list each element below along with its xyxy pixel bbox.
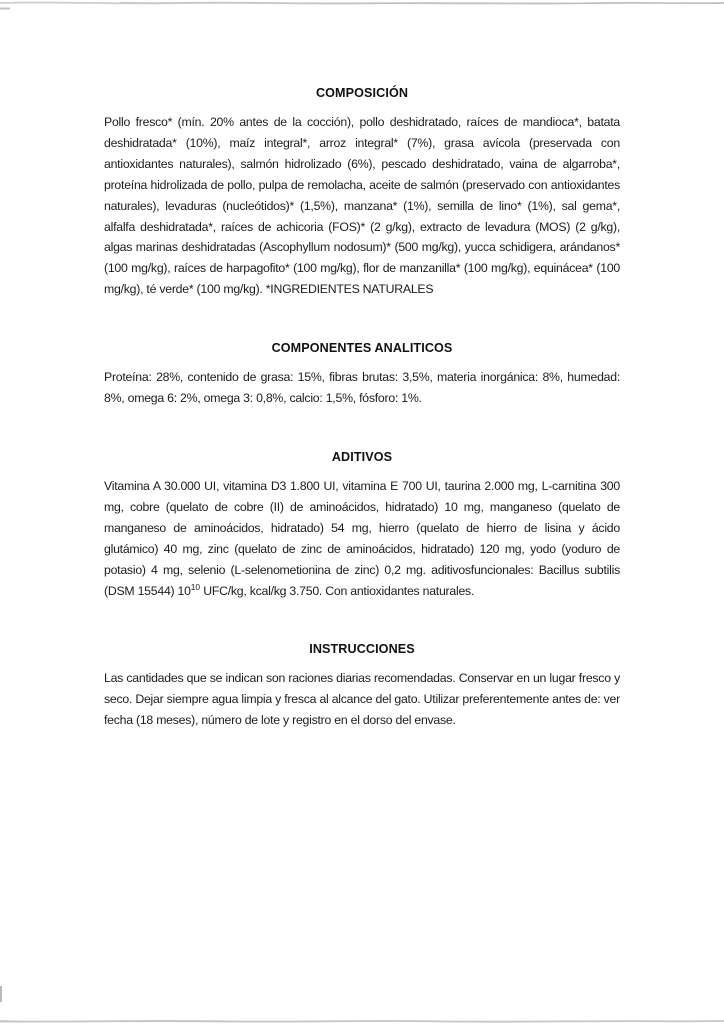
label-text-content xyxy=(104,86,620,731)
section-title-composicion: COMPOSICIÓN xyxy=(315,86,409,100)
additives-exponent-superscript: 10 xyxy=(190,581,201,592)
section-composicion xyxy=(104,86,620,300)
additives-text xyxy=(104,476,620,601)
scan-artifact-top xyxy=(0,0,724,10)
section-instrucciones xyxy=(104,642,620,731)
scan-artifact-bottom xyxy=(0,1016,724,1024)
analytical-components-text: Proteína: 28%, contenido de grasa: 15%, fibras brutas: 3,5%, materia inorgánica: 8%, humedad: 8%, omega 6: 2%, omega 3: 0,8%, calcio: 1,5%, fósforo: 1%. xyxy=(104,370,620,406)
scan-artifact-left-tick xyxy=(0,986,2,1002)
section-title-componentes-analiticos: COMPONENTES ANALITICOS xyxy=(271,341,453,356)
composition-ingredients-text: Pollo fresco* (mín. 20% antes de la cocción), pollo deshidratado, raíces de mandioca*, batata deshidratada* (10%), maíz integral*, arroz integral* (7%), grasa avícola (preservada con antioxidantes naturales), salmón hidrolizado (6%), pescado deshidratado, vaina de algarroba*, proteína hidrolizada de pollo, pulpa de remolacha, aceite de salmón (preservado con antioxidantes naturales), levaduras (nucleótidos)* (1,5%), manzana* (1%), semilla de lino* (1%), sal gema*, alfalfa deshidratada*, raíces de achicoria (FOS)* (2 g/kg), extracto de levadura (MOS) (2 g/kg), algas marinas deshidratadas (Ascophyllum nodosum)* (500 mg/kg), yucca schidigera, arándanos* (100 mg/kg), raíces de harpagofito* (100 mg/kg), flor de manzanilla* (100 mg/kg), equinácea* (100 mg/kg), té verde* (100 mg/kg). *INGREDIENTES NATURALES xyxy=(104,115,620,297)
section-title-instrucciones: INSTRUCCIONES xyxy=(309,642,415,657)
instructions-text: Las cantidades que se indican son raciones diarias recomendadas. Conservar en un lugar fresco y seco. Dejar siempre agua limpia y fresca al alcance del gato. Utilizar preferentemente antes de: ver fecha (18 meses), número de lote y registro en el dorso del envase. xyxy=(104,671,620,728)
section-title-aditivos: ADITIVOS xyxy=(331,449,393,464)
additives-text-after-superscript: UFC/kg, kcal/kg 3.750. Con antioxidantes naturales. xyxy=(200,583,475,598)
section-componentes-analiticos xyxy=(104,341,620,409)
additives-text-before-superscript: Vitamina A 30.000 UI, vitamina D3 1.800 UI, vitamina E 700 UI, taurina 2.000 mg, L-carnitina 300 mg, cobre (quelato de cobre (II) de aminoácidos, hidratado) 10 mg, manganeso (quelato de manganeso de aminoácidos, hidratado) 54 mg, hierro (quelato de hierro de lisina y ácido glutámico) 40 mg, zinc (quelato de zinc de aminoácidos, hidratado) 120 mg, yodo (yoduro de potasio) 4 mg, selenio (L-selenometionina de zinc) 0,2 mg. aditivosfuncionales: Bacillus subtilis (DSM 15544) 10 xyxy=(104,478,620,598)
section-aditivos xyxy=(104,450,620,601)
